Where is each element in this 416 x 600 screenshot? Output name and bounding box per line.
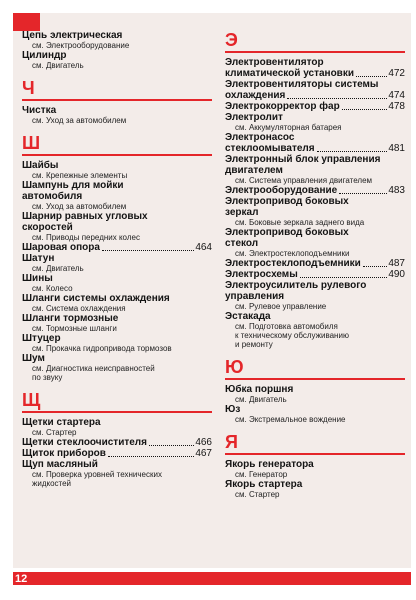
entry-reference: см. Рулевое управление xyxy=(235,302,327,311)
dot-leader xyxy=(108,456,194,457)
entry-term: Шарнир равных угловых xyxy=(22,211,148,222)
entry-term-line xyxy=(225,143,405,154)
entry-reference: см. Аккумуляторная батарея xyxy=(235,123,342,132)
index-page xyxy=(13,13,411,568)
section-letter: Я xyxy=(225,432,238,452)
index-entry xyxy=(225,311,405,349)
entry-term: Шланги системы охлаждения xyxy=(22,293,170,304)
entry-reference: см. Колесо xyxy=(32,284,73,293)
index-entry xyxy=(22,211,212,242)
index-entry xyxy=(22,353,212,382)
entry-term: Шланги тормозные xyxy=(22,313,119,324)
entry-reference: см. Крепежные элементы xyxy=(32,171,128,180)
letter-section-header xyxy=(22,78,212,101)
entry-term: Шины xyxy=(22,273,53,284)
entry-term-line xyxy=(22,437,212,448)
dot-leader xyxy=(339,193,387,194)
letter-section-header xyxy=(225,357,405,380)
dot-leader xyxy=(287,98,387,99)
index-entry xyxy=(225,57,405,79)
entry-term-line xyxy=(225,101,405,112)
entry-reference: по звуку xyxy=(32,373,63,382)
index-entry xyxy=(22,180,212,211)
index-entry xyxy=(22,417,212,437)
entry-term: Щуп масляный xyxy=(22,459,98,470)
entry-term: Электростеклоподъемники xyxy=(225,258,361,269)
entry-reference: см. Система управления двигателем xyxy=(235,176,373,185)
entry-term: Эстакада xyxy=(225,311,271,322)
letter-section-header xyxy=(22,133,212,156)
entry-page-number: 478 xyxy=(388,101,405,112)
entry-term: Электропривод боковых xyxy=(225,227,349,238)
dot-leader xyxy=(356,76,387,77)
section-gap xyxy=(225,349,405,357)
entry-term-cont: стекол xyxy=(225,238,259,249)
section-letter: Ш xyxy=(22,133,41,153)
entry-term: Электровентилятор xyxy=(225,57,324,68)
entry-page-number: 464 xyxy=(195,242,212,253)
entry-term: Якорь генератора xyxy=(225,459,314,470)
index-entry xyxy=(225,404,405,424)
index-entry xyxy=(225,269,405,280)
index-entry xyxy=(225,112,405,132)
section-gap xyxy=(22,70,212,78)
entry-reference: см. Двигатель xyxy=(32,264,84,273)
entry-term: Юз xyxy=(225,404,241,415)
section-gap xyxy=(22,125,212,133)
entry-reference: см. Генератор xyxy=(235,470,288,479)
index-entry xyxy=(225,154,405,185)
index-entry xyxy=(225,196,405,227)
index-entry xyxy=(225,132,405,154)
entry-term: Цилиндр xyxy=(22,50,67,61)
entry-reference: см. Электростеклоподъемники xyxy=(235,249,350,258)
entry-term: Шампунь для мойки xyxy=(22,180,124,191)
section-divider xyxy=(22,154,212,156)
section-letter: Э xyxy=(225,30,238,50)
entry-term: Юбка поршня xyxy=(225,384,294,395)
entry-reference: и ремонту xyxy=(235,340,273,349)
index-entry xyxy=(22,437,212,448)
section-gap xyxy=(225,424,405,432)
entry-page-number: 481 xyxy=(388,143,405,154)
entry-reference: см. Стартер xyxy=(32,428,77,437)
letter-section-header xyxy=(225,432,405,455)
entry-term: Цепь электрическая xyxy=(22,30,123,41)
dot-leader xyxy=(300,277,388,278)
entry-page-number: 466 xyxy=(195,437,212,448)
entry-term: Электронасос xyxy=(225,132,295,143)
entry-page-number: 487 xyxy=(388,258,405,269)
index-entry xyxy=(22,313,212,333)
dot-leader xyxy=(342,109,388,110)
entry-reference: см. Двигатель xyxy=(32,61,84,70)
index-column-right xyxy=(225,30,405,499)
entry-term: Якорь стартера xyxy=(225,479,303,490)
index-entry xyxy=(225,185,405,196)
entry-term: Электровентиляторы системы xyxy=(225,79,379,90)
entry-term: Шайбы xyxy=(22,160,59,171)
section-divider xyxy=(225,453,405,455)
dot-leader xyxy=(317,151,388,152)
section-letter: Ю xyxy=(225,357,244,377)
index-entry xyxy=(22,242,212,253)
entry-reference: см. Проверка уровней технических xyxy=(32,470,162,479)
entry-term-line xyxy=(225,68,405,79)
index-entry xyxy=(225,227,405,258)
entry-reference: см. Уход за автомобилем xyxy=(32,116,127,125)
entry-term-line xyxy=(225,185,405,196)
entry-term: Электронный блок управления xyxy=(225,154,381,165)
entry-term-cont: охлаждения xyxy=(225,90,286,101)
entry-term-cont: стеклоомывателя xyxy=(225,143,315,154)
entry-reference: см. Подготовка автомобиля xyxy=(235,322,338,331)
entry-term-cont: зеркал xyxy=(225,207,259,218)
entry-term-cont: скоростей xyxy=(22,222,73,233)
entry-term-cont: автомобиля xyxy=(22,191,83,202)
entry-page-number: 490 xyxy=(388,269,405,280)
index-entry xyxy=(225,79,405,101)
letter-section-header xyxy=(225,30,405,53)
entry-term-line xyxy=(225,258,405,269)
entry-reference: см. Электрооборудование xyxy=(32,41,130,50)
index-column-left xyxy=(22,30,212,488)
entry-term: Электрооборудование xyxy=(225,185,338,196)
index-entry xyxy=(22,293,212,313)
entry-term: Штуцер xyxy=(22,333,61,344)
footer-bar xyxy=(13,572,411,585)
dot-leader xyxy=(363,266,388,267)
entry-term: Щетки стеклоочистителя xyxy=(22,437,147,448)
entry-reference: см. Система охлаждения xyxy=(32,304,126,313)
index-entry xyxy=(225,280,405,311)
letter-section-header xyxy=(22,390,212,413)
section-letter: Ч xyxy=(22,78,35,98)
entry-reference: жидкостей xyxy=(32,479,72,488)
entry-term: Шатун xyxy=(22,253,55,264)
entry-page-number: 483 xyxy=(388,185,405,196)
page-number: 12 xyxy=(15,573,28,585)
index-entry xyxy=(225,101,405,112)
index-entry xyxy=(22,273,212,293)
section-divider xyxy=(22,411,212,413)
index-entry xyxy=(22,30,212,50)
entry-term: Электроусилитель рулевого xyxy=(225,280,367,291)
corner-tab xyxy=(13,13,40,31)
entry-reference: см. Боковые зеркала заднего вида xyxy=(235,218,365,227)
entry-term-cont: управления xyxy=(225,291,285,302)
entry-term: Шум xyxy=(22,353,45,364)
entry-reference: см. Прокачка гидропривода тормозов xyxy=(32,344,172,353)
index-entry xyxy=(225,258,405,269)
entry-term: Щетки стартера xyxy=(22,417,101,428)
entry-reference: см. Экстремальное вождение xyxy=(235,415,346,424)
entry-term-cont: двигателем xyxy=(225,165,283,176)
index-entry xyxy=(22,50,212,70)
entry-term-line xyxy=(225,90,405,101)
entry-term-cont: климатической установки xyxy=(225,68,354,79)
entry-term: Электропривод боковых xyxy=(225,196,349,207)
entry-reference: к техническому обслуживанию xyxy=(235,331,349,340)
entry-reference: см. Тормозные шланги xyxy=(32,324,117,333)
entry-page-number: 472 xyxy=(388,68,405,79)
index-entry xyxy=(22,160,212,180)
entry-term: Электрокорректор фар xyxy=(225,101,340,112)
entry-reference: см. Двигатель xyxy=(235,395,287,404)
entry-reference: см. Уход за автомобилем xyxy=(32,202,127,211)
entry-term-line xyxy=(225,269,405,280)
entry-term: Электролит xyxy=(225,112,283,123)
entry-reference: см. Стартер xyxy=(235,490,280,499)
dot-leader xyxy=(102,250,194,251)
entry-reference: см. Диагностика неисправностей xyxy=(32,364,155,373)
section-divider xyxy=(22,99,212,101)
entry-term-line xyxy=(22,448,212,459)
index-entry xyxy=(22,105,212,125)
section-letter: Щ xyxy=(22,390,41,410)
index-entry xyxy=(22,459,212,488)
entry-term: Щиток приборов xyxy=(22,448,106,459)
entry-page-number: 467 xyxy=(195,448,212,459)
entry-reference: см. Приводы передних колес xyxy=(32,233,140,242)
index-entry xyxy=(225,384,405,404)
index-entry xyxy=(225,459,405,479)
entry-term-line xyxy=(22,242,212,253)
index-entry xyxy=(225,479,405,499)
dot-leader xyxy=(149,445,194,446)
section-divider xyxy=(225,51,405,53)
section-divider xyxy=(225,378,405,380)
entry-page-number: 474 xyxy=(388,90,405,101)
entry-term: Шаровая опора xyxy=(22,242,100,253)
index-entry xyxy=(22,253,212,273)
entry-term: Электросхемы xyxy=(225,269,298,280)
entry-term: Чистка xyxy=(22,105,57,116)
section-gap xyxy=(22,382,212,390)
index-entry xyxy=(22,333,212,353)
index-entry xyxy=(22,448,212,459)
